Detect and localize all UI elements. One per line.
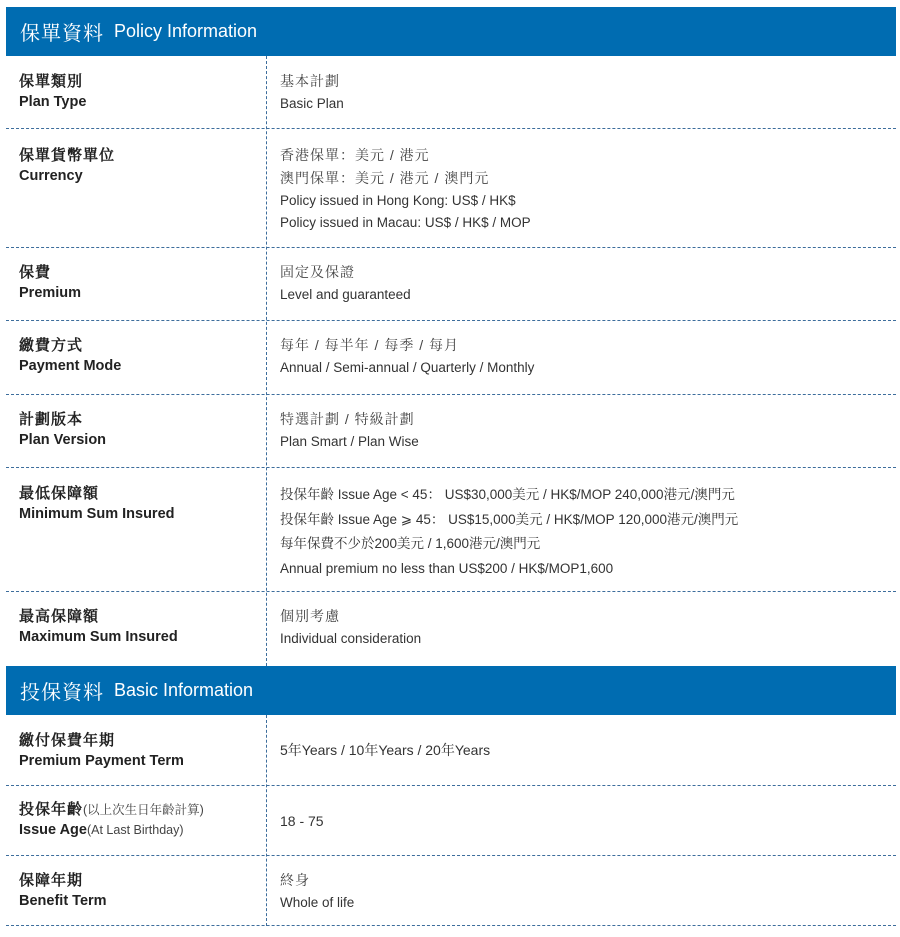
row-value <box>267 786 896 855</box>
row-label <box>6 395 267 467</box>
row-value <box>267 856 896 925</box>
label-en-note: (At Last Birthday) <box>86 823 184 837</box>
label-zh: 保單類別 <box>19 73 84 90</box>
value-zh: 基本計劃 <box>280 73 340 89</box>
table-row-maximum-sum-insured <box>6 592 896 666</box>
label-zh: 保單貨幣單位 <box>19 147 116 164</box>
value-line: Policy issued in Hong Kong: US$ / HK$ <box>280 193 516 208</box>
label-zh: 保障年期 <box>19 872 84 889</box>
row-label <box>6 592 267 666</box>
row-label <box>6 468 267 591</box>
value-en: Whole of life <box>280 895 355 910</box>
value-line: 5年Years / 10年Years / 20年Years <box>280 742 491 758</box>
row-label <box>6 856 267 925</box>
label-zh: 投保年齡 <box>19 801 84 818</box>
row-value <box>267 715 896 785</box>
value-line: Policy issued in Macau: US$ / HK$ / MOP <box>280 215 531 230</box>
table-row-issue-age <box>6 786 896 856</box>
table-row-premium-payment-term <box>6 715 896 786</box>
label-en: Plan Version <box>19 432 107 448</box>
row-label <box>6 786 267 855</box>
value-line: 18 - 75 <box>280 812 324 829</box>
row-value <box>267 56 896 128</box>
label-en: Currency <box>19 168 83 184</box>
label-en: Premium <box>19 285 82 301</box>
value-line: 香港保單：美元 / 港元 <box>280 147 430 163</box>
policy-information-header <box>6 7 896 56</box>
label-zh: 繳付保費年期 <box>19 732 116 749</box>
label-zh: 最高保障額 <box>19 608 100 625</box>
row-label <box>6 56 267 128</box>
value-line: 每年保費不少於200美元 / 1,600港元/澳門元 <box>280 536 541 551</box>
value-zh: 每年 / 每半年 / 每季 / 每月 <box>280 337 460 353</box>
row-label <box>6 248 267 320</box>
basic-information-table <box>6 715 896 926</box>
table-row-plan-version <box>6 395 896 468</box>
value-zh: 個別考慮 <box>280 608 340 624</box>
row-value <box>267 129 896 247</box>
label-en: Payment Mode <box>19 358 122 374</box>
value-zh: 特選計劃 / 特級計劃 <box>280 411 415 427</box>
label-en: Benefit Term <box>19 893 107 909</box>
table-row-minimum-sum-insured <box>6 468 896 592</box>
table-row-premium <box>6 248 896 321</box>
value-line: 投保年齡 Issue Age ⩾ 45： US$15,000美元 / HK$/MOP 120,000港元/澳門元 <box>280 511 739 527</box>
value-en: Individual consideration <box>280 631 422 646</box>
row-value <box>267 592 896 666</box>
basic-information-header <box>6 666 896 715</box>
value-en: Level and guaranteed <box>280 287 411 302</box>
label-zh: 繳費方式 <box>19 337 84 354</box>
label-en: Maximum Sum Insured <box>19 629 178 645</box>
value-line: 投保年齡 Issue Age < 45： US$30,000美元 / HK$/MOP 240,000港元/澳門元 <box>280 487 735 502</box>
label-zh: 保費 <box>19 264 52 281</box>
row-label <box>6 321 267 394</box>
value-en: Plan Smart / Plan Wise <box>280 434 419 449</box>
row-value <box>267 395 896 467</box>
value-en: Annual / Semi-annual / Quarterly / Monthly <box>280 360 535 375</box>
row-value <box>267 248 896 320</box>
row-label <box>6 129 267 247</box>
label-en: Premium Payment Term <box>19 753 184 769</box>
label-en: Minimum Sum Insured <box>19 506 175 522</box>
table-row-currency <box>6 129 896 248</box>
label-zh: 最低保障額 <box>19 485 100 502</box>
table-row-plan-type <box>6 56 896 129</box>
section-title-en: Policy Information <box>114 21 258 41</box>
section-title-zh: 保單資料 <box>20 23 104 45</box>
row-value <box>267 468 896 591</box>
table-row-benefit-term <box>6 856 896 926</box>
value-en: Basic Plan <box>280 96 344 111</box>
label-zh: 計劃版本 <box>19 411 84 428</box>
value-zh: 終身 <box>280 872 310 888</box>
section-title-en: Basic Information <box>114 680 254 700</box>
row-label <box>6 715 267 785</box>
label-en: Issue Age <box>19 822 87 838</box>
product-info-sheet <box>6 7 896 926</box>
section-title-zh: 投保資料 <box>20 682 104 704</box>
label-en: Plan Type <box>19 94 87 110</box>
table-row-payment-mode <box>6 321 896 395</box>
value-line: 澳門保單：美元 / 港元 / 澳門元 <box>280 170 490 186</box>
policy-information-table <box>6 56 896 666</box>
value-zh: 固定及保證 <box>280 264 355 280</box>
label-zh-note: (以上次生日年齡計算) <box>83 803 204 817</box>
value-line: Annual premium no less than US$200 / HK$/MOP1,600 <box>280 560 614 576</box>
row-value <box>267 321 896 394</box>
